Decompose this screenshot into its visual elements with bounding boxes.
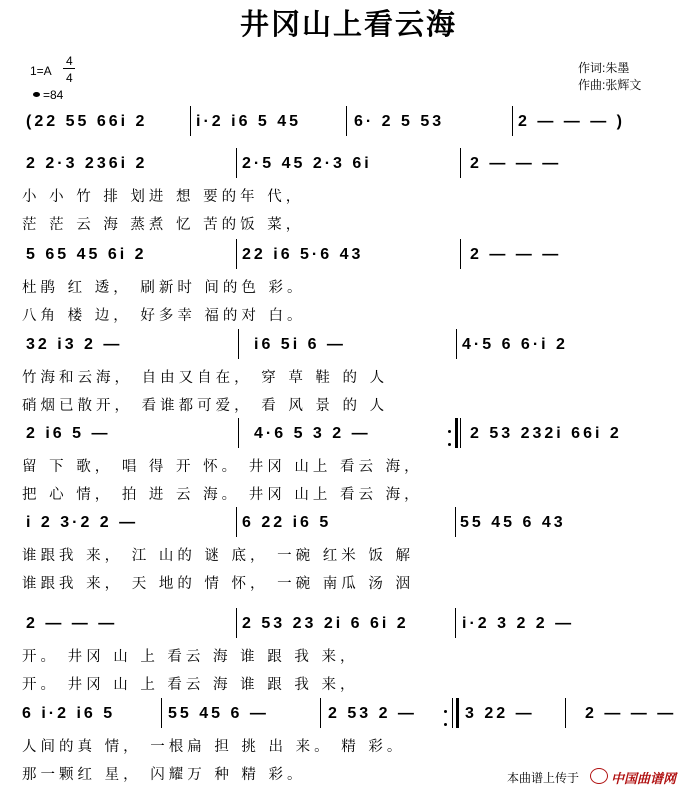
barline [565,698,566,728]
measure-3-3: 2 — — — [470,246,562,263]
barline [456,698,459,728]
barline [236,239,237,269]
barline [190,106,191,136]
lyric-line-4-2: 硝烟已散开， 看谁都可爱， 看 风 景 的 人 [22,398,389,414]
barline [238,418,239,448]
key-signature: 1=A [30,64,52,78]
repeat-dot [448,430,451,433]
measure-8-1: 6 i·2 i6 5 [22,705,116,722]
barline [346,106,347,136]
measure-3-2: 22 i6 5·6 43 [242,246,364,263]
measure-5-3: 2 53 232i 66i 2 [470,425,622,442]
repeat-dot [444,723,447,726]
barline [456,329,457,359]
time-signature-bottom: 4 [66,71,73,85]
lyric-line-2-2: 茫 茫 云 海 蒸煮 忆 苦的饭 菜， [22,217,305,233]
lyric-line-3-1: 杜鹃 红 透， 刷新时 间的色 彩。 [22,280,306,296]
measure-8-4: 3 22 — [465,705,535,722]
time-signature-rule [63,68,75,69]
repeat-dot [448,443,451,446]
lyric-line-7-1: 开。 井冈 山 上 看云 海 谁 跟 我 来， [22,649,359,665]
tempo-marking: =84 [43,88,64,102]
measure-8-2: 55 45 6 — [168,705,269,722]
measure-4-1: 32 i3 2 — [26,336,123,353]
measure-4-2: i6 5i 6 — [254,336,346,353]
barline [460,239,461,269]
measure-7-3: i·2 3 2 2 — [462,615,575,632]
measure-5-1: 2 i6 5 — [26,425,111,442]
barline [320,698,321,728]
upload-note: 本曲谱上传于 [507,771,580,785]
measure-1-2: i·2 i6 5 45 [196,113,302,130]
song-title: 井冈山上看云海 [239,7,457,41]
lyric-line-5-2: 把 心 情， 拍 进 云 海。 井冈 山上 看云 海， [22,487,423,503]
barline [452,698,453,728]
measure-1-4: 2 — — — ) [518,113,626,130]
quarter-note-icon [33,92,40,97]
lyric-line-6-2: 谁跟我 来， 天 地的 情 怀， 一碗 南瓜 汤 洇 [22,576,414,592]
measure-2-3: 2 — — — [470,155,562,172]
barline [236,608,237,638]
measure-6-2: 6 22 i6 5 [242,514,332,531]
barline [238,329,239,359]
measure-2-2: 2·5 45 2·3 6i [242,155,372,172]
measure-8-5: 2 — — — [585,705,677,722]
measure-8-3: 2 53 2 — [328,705,417,722]
measure-1-1: (22 55 66i 2 [26,113,148,130]
barline [460,418,461,448]
measure-2-1: 2 2·3 236i 2 [26,155,148,172]
measure-6-1: i 2 3·2 2 — [26,514,139,531]
barline [455,608,456,638]
site-logo-icon [590,768,608,784]
lyric-line-7-2: 开。 井冈 山 上 看云 海 谁 跟 我 来， [22,677,359,693]
time-signature-top: 4 [66,54,73,68]
repeat-dot [444,710,447,713]
measure-7-1: 2 — — — [26,615,118,632]
lyric-line-3-2: 八角 楼 边， 好多幸 福的对 白。 [22,308,306,324]
lyric-line-8-1: 人间的真 情， 一根扁 担 挑 出 来。 精 彩。 [22,739,406,755]
measure-1-3: 6· 2 5 53 [354,113,445,130]
barline [455,418,458,448]
lyric-line-4-1: 竹海和云海， 自由又自在， 穿 草 鞋 的 人 [22,370,389,386]
measure-4-3: 4·5 6 6·i 2 [462,336,568,353]
barline [236,507,237,537]
measure-3-1: 5 65 45 6i 2 [26,246,147,263]
barline [460,148,461,178]
composer-credit: 作曲:张辉文 [578,78,642,92]
lyric-line-8-2: 那一颗红 星， 闪耀万 种 精 彩。 [22,767,306,783]
barline [236,148,237,178]
barline [455,507,456,537]
lyric-line-6-1: 谁跟我 来， 江 山的 谜 底， 一碗 红米 饭 解 [22,548,414,564]
site-brand: 中国曲谱网 [611,772,677,787]
lyric-line-5-1: 留 下 歌， 唱 得 开 怀。 井冈 山上 看云 海， [22,459,423,475]
measure-6-3: 55 45 6 43 [460,514,566,531]
measure-7-2: 2 53 23 2i 6 6i 2 [242,615,409,632]
barline [512,106,513,136]
measure-5-2: 4·6 5 3 2 — [254,425,371,442]
barline [161,698,162,728]
lyricist-credit: 作词:朱墨 [578,61,630,75]
lyric-line-2-1: 小 小 竹 排 划进 想 要的年 代， [22,189,305,205]
